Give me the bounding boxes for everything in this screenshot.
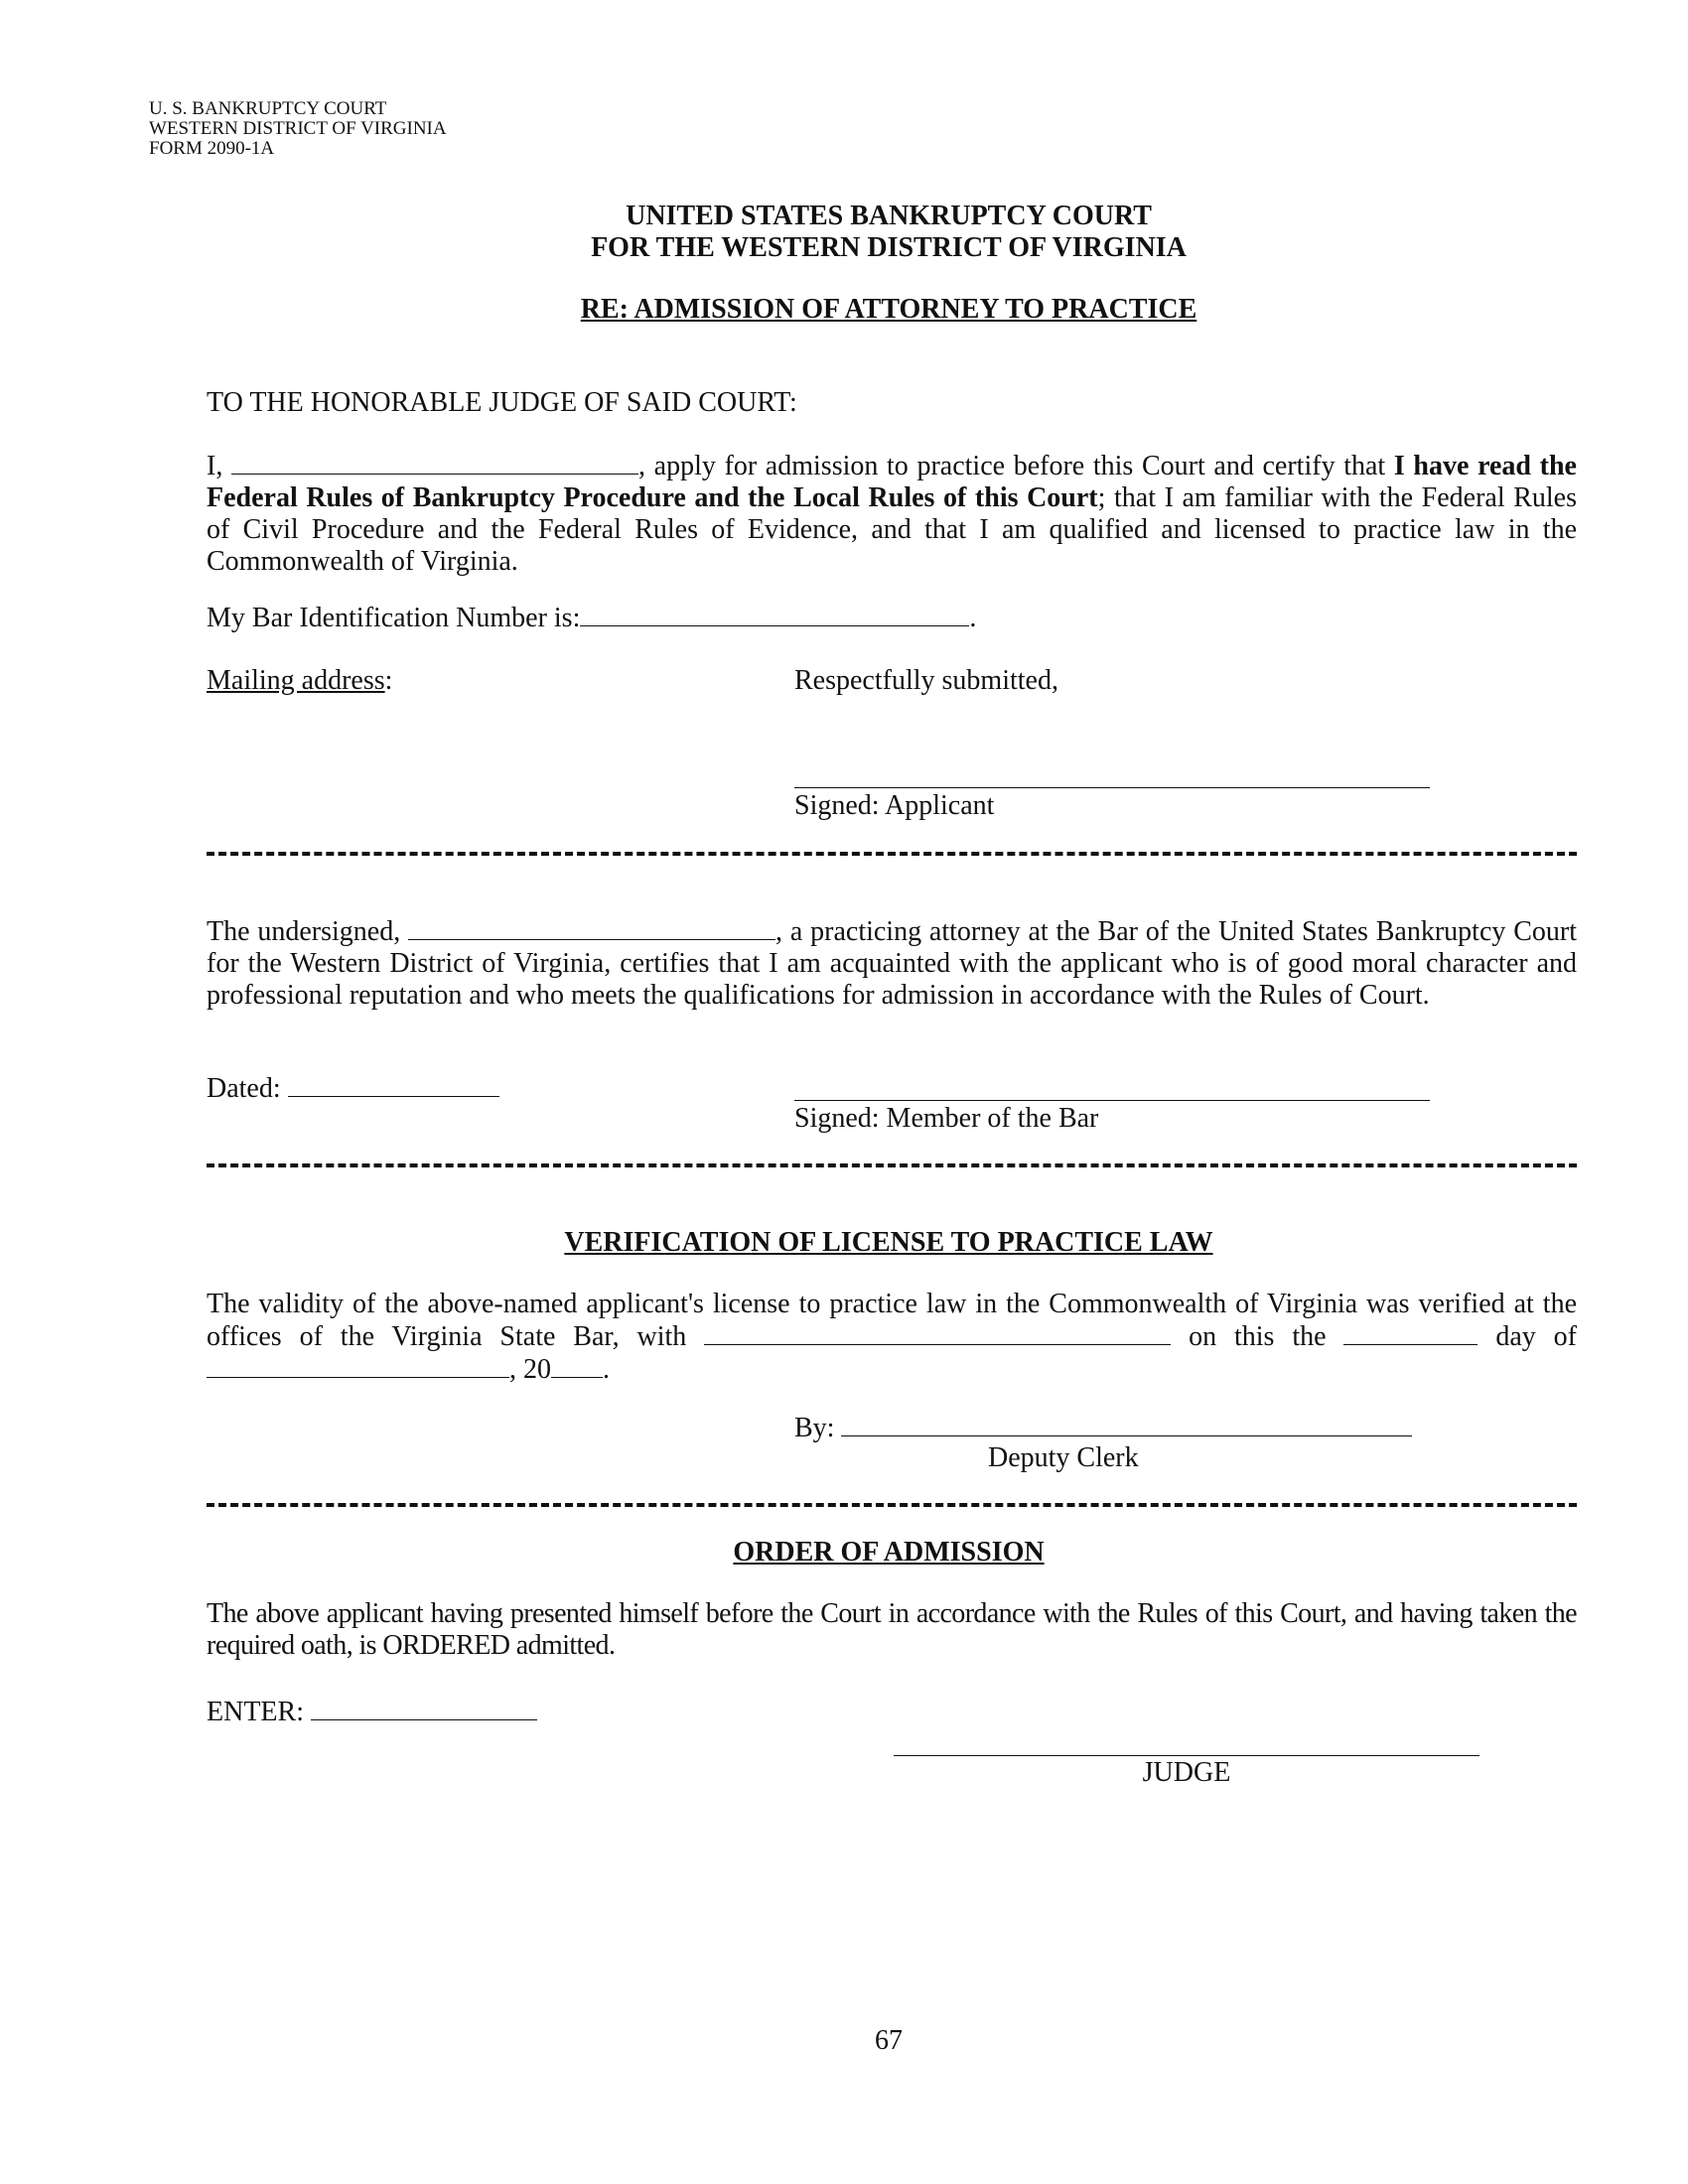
application-paragraph xyxy=(207,450,1577,578)
section-divider xyxy=(207,1163,1577,1167)
mailing-colon: : xyxy=(384,665,393,696)
bar-id-row xyxy=(207,602,976,634)
month-field[interactable] xyxy=(207,1353,509,1378)
app-text-mid: , apply for admission to practice before this Court and certify that xyxy=(637,451,1394,481)
verification-period: . xyxy=(603,1354,610,1385)
section-divider xyxy=(207,852,1577,856)
signed-applicant-label: Signed: Applicant xyxy=(794,790,995,821)
verification-year-label: , 20 xyxy=(509,1354,551,1385)
deputy-clerk-label: Deputy Clerk xyxy=(988,1442,1139,1473)
signed-member-label: Signed: Member of the Bar xyxy=(794,1103,1099,1134)
bar-id-label: My Bar Identification Number is: xyxy=(207,603,581,633)
enter-row xyxy=(207,1696,537,1728)
year-field[interactable] xyxy=(551,1353,603,1378)
dated-row xyxy=(207,1072,499,1105)
form-identifier xyxy=(149,99,447,159)
verification-text-start: The validity of the above-named applicant's license to practice law in the Commonwealth of Virginia was verified at the offices of the Virginia State Bar, with xyxy=(207,1289,1577,1352)
section-divider xyxy=(207,1503,1577,1507)
dated-label: Dated: xyxy=(207,1073,288,1104)
enter-label: ENTER: xyxy=(207,1697,311,1727)
verifier-field[interactable] xyxy=(704,1320,1171,1345)
court-title xyxy=(0,201,1688,264)
deputy-clerk-signature-field[interactable] xyxy=(841,1412,1412,1436)
form-id-district: WESTERN DISTRICT OF VIRGINIA xyxy=(149,118,447,139)
member-signature-line[interactable] xyxy=(794,1100,1430,1101)
court-title-line1: UNITED STATES BANKRUPTCY COURT xyxy=(626,201,1152,231)
bar-id-period: . xyxy=(969,603,977,633)
by-row xyxy=(794,1412,1412,1444)
mailing-label-text: Mailing address xyxy=(207,665,385,696)
app-text-end: ; that I am familiar with the Federal Rules of Civil Procedure and the Federal Rules of Evidence, and that I am qualified and licensed to practice law in the Commonwealth of Virginia. xyxy=(207,482,1577,577)
dated-field[interactable] xyxy=(288,1072,499,1097)
app-text-start: I, xyxy=(207,451,231,481)
verification-day-of: day of xyxy=(1477,1321,1577,1352)
court-title-line2: FOR THE WESTERN DISTRICT OF VIRGINIA xyxy=(591,232,1187,263)
sponsor-text-end: , a practicing attorney at the Bar of the United States Bankruptcy Court for the Western District of Virginia, certifies that I am acquainted with the applicant who is of good moral character and professional reputation and who meets the qualifications for admission in accordance with the Rules of Court. xyxy=(207,916,1577,1011)
sponsor-paragraph xyxy=(207,915,1577,1012)
order-title: ORDER OF ADMISSION xyxy=(733,1537,1045,1568)
order-paragraph: The above applicant having presented himself before the Court in accordance with the Rules of this Court, and having taken the required oath, is ORDERED admitted. xyxy=(207,1598,1577,1661)
form-id-number: FORM 2090-1A xyxy=(149,138,275,159)
verification-title: VERIFICATION OF LICENSE TO PRACTICE LAW xyxy=(564,1227,1213,1258)
day-field[interactable] xyxy=(1343,1320,1477,1345)
bar-id-field[interactable] xyxy=(580,602,969,626)
applicant-signature-line[interactable] xyxy=(794,787,1430,788)
verification-text-mid: on this the xyxy=(1171,1321,1344,1352)
judge-label: JUDGE xyxy=(1142,1757,1231,1788)
app-text-bold: I have read the Federal Rules of Bankruptcy Procedure and the Local Rules of this Court xyxy=(207,451,1577,513)
re-title: RE: ADMISSION OF ATTORNEY TO PRACTICE xyxy=(580,294,1197,325)
enter-field[interactable] xyxy=(311,1696,537,1720)
judge-signature-line[interactable] xyxy=(894,1755,1479,1756)
mailing-address-label xyxy=(207,665,392,697)
verification-paragraph xyxy=(207,1289,1577,1386)
form-id-court: U. S. BANKRUPTCY COURT xyxy=(149,98,387,119)
salutation: TO THE HONORABLE JUDGE OF SAID COURT: xyxy=(207,387,797,418)
respectfully-submitted: Respectfully submitted, xyxy=(794,665,1058,696)
by-label: By: xyxy=(794,1413,842,1443)
applicant-name-field[interactable] xyxy=(231,450,638,475)
page-number: 67 xyxy=(875,2025,903,2056)
sponsor-text-start: The undersigned, xyxy=(207,916,409,947)
sponsor-name-field[interactable] xyxy=(408,915,775,940)
